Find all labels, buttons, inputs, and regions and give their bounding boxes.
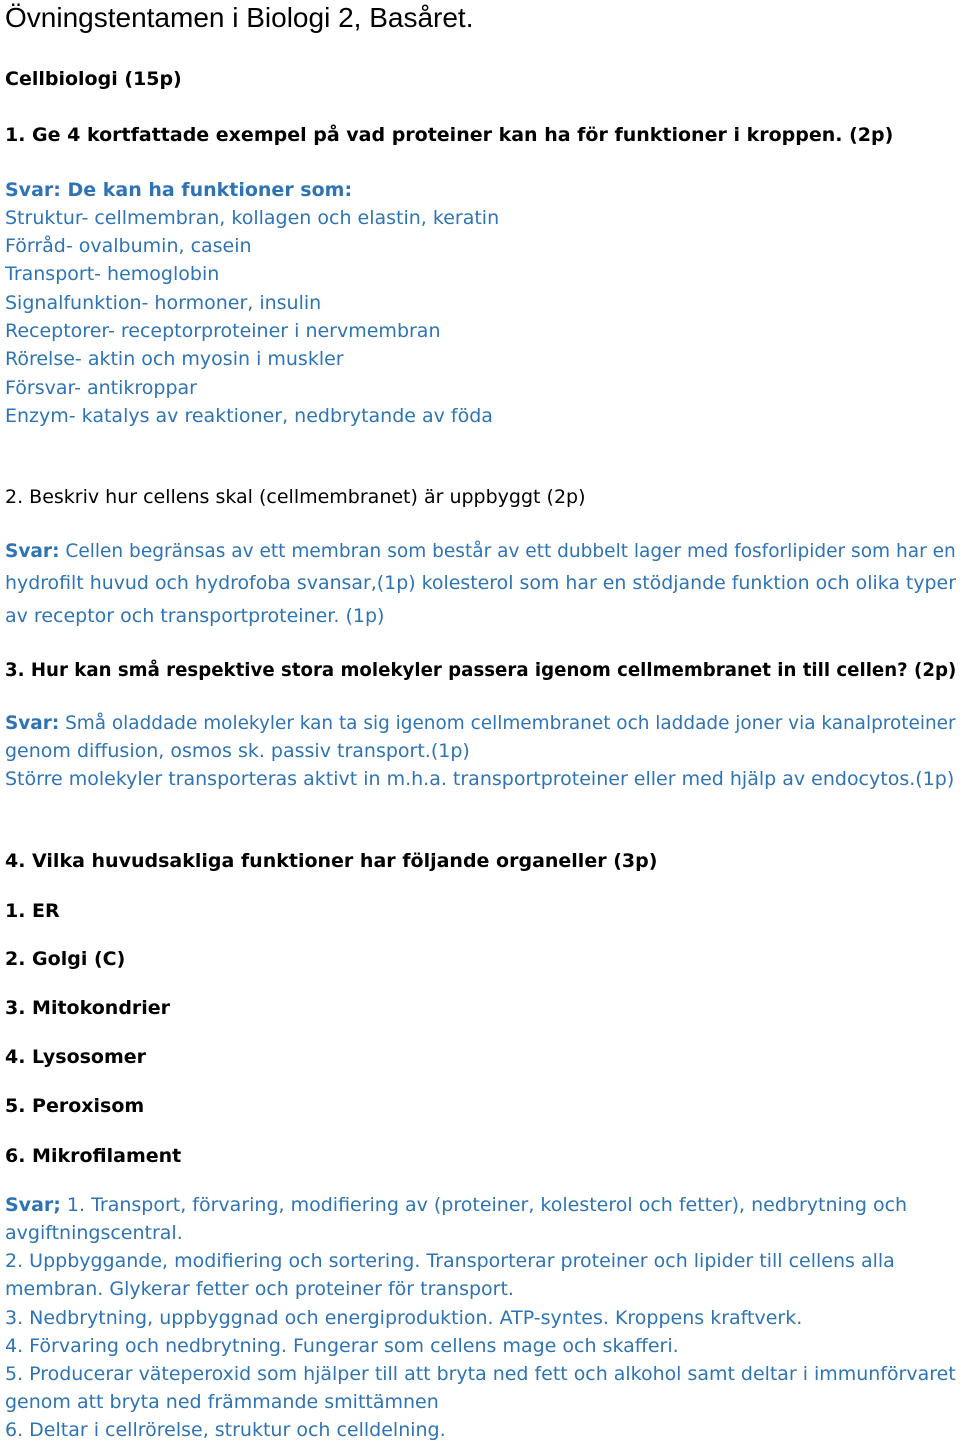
section-heading: Cellbiologi (15p)	[5, 68, 182, 90]
answer-4-line: 5. Producerar väteperoxid som hjälper till att bryta ned fett och alkohol samt deltar i immunförvaret	[5, 1363, 956, 1385]
question-1: 1. Ge 4 kortfattade exempel på vad proteiner kan ha för funktioner i kroppen. (2p)	[5, 124, 894, 146]
answer-3-line: Större molekyler transporteras aktivt in m.h.a. transportproteiner eller med hjälp av endocytos.(1p)	[5, 768, 955, 790]
question-4: 4. Vilka huvudsakliga funktioner har följande organeller (3p)	[5, 850, 658, 872]
answer-label: Svar;	[5, 1194, 61, 1216]
answer-1-item: Förråd- ovalbumin, casein	[5, 235, 252, 257]
organelle-item: 4. Lysosomer	[5, 1046, 147, 1068]
answer-3-line: genom diffusion, osmos sk. passiv transport.(1p)	[5, 740, 470, 762]
answer-2-line: hydrofilt huvud och hydrofoba svansar,(1p) kolesterol som har en stödjande funktion och olika typer	[5, 572, 956, 594]
answer-2-line	[5, 542, 956, 561]
answer-1-item: Försvar- antikroppar	[5, 377, 197, 399]
answer-1-intro: Svar: De kan ha funktioner som:	[5, 179, 353, 201]
answer-4-line: genom att bryta ned främmande smittämnen	[5, 1391, 439, 1413]
answer-4-line: 6. Deltar i cellrörelse, struktur och celldelning.	[5, 1419, 446, 1441]
answer-4-line: membran. Glykerar fetter och proteiner för transport.	[5, 1278, 514, 1300]
answer-4-line: 4. Förvaring och nedbrytning. Fungerar som cellens mage och skafferi.	[5, 1335, 679, 1357]
answer-label: Svar:	[5, 540, 60, 562]
answer-4-line: 3. Nedbrytning, uppbyggnad och energiproduktion. ATP-syntes. Kroppens kraftverk.	[5, 1307, 803, 1329]
page-title: Övningstentamen i Biologi 2, Basåret.	[5, 2, 474, 33]
answer-3-line	[5, 714, 956, 733]
answer-1-item: Rörelse- aktin och myosin i muskler	[5, 348, 344, 370]
organelle-item: 6. Mikrofilament	[5, 1145, 182, 1167]
answer-1-item: Receptorer- receptorproteiner i nervmembran	[5, 320, 441, 342]
answer-4-line	[5, 1196, 907, 1215]
answer-1-item: Signalfunktion- hormoner, insulin	[5, 292, 322, 314]
organelle-item: 5. Peroxisom	[5, 1095, 145, 1117]
question-2: 2. Beskriv hur cellens skal (cellmembranet) är uppbyggt (2p)	[5, 486, 586, 508]
answer-text: Små oladdade molekyler kan ta sig igenom cellmembranet och laddade joner via kanalproteiner	[65, 712, 956, 734]
answer-2-line: av receptor och transportproteiner. (1p)	[5, 605, 385, 627]
answer-label: Svar:	[5, 712, 60, 734]
organelle-item: 2. Golgi (C)	[5, 948, 126, 970]
answer-1-item: Struktur- cellmembran, kollagen och elastin, keratin	[5, 207, 500, 229]
answer-text: Cellen begränsas av ett membran som består av ett dubbelt lager med fosforlipider som har en	[65, 540, 956, 562]
organelle-item: 3. Mitokondrier	[5, 997, 171, 1019]
answer-text: 1. Transport, förvaring, modifiering av (proteiner, kolesterol och fetter), nedbrytning och	[66, 1194, 908, 1216]
answer-4-line: 2. Uppbyggande, modifiering och sortering. Transporterar proteiner och lipider till cellens alla	[5, 1250, 895, 1272]
answer-1-item: Enzym- katalys av reaktioner, nedbrytande av föda	[5, 405, 493, 427]
answer-4-line: avgiftningscentral.	[5, 1222, 183, 1244]
answer-1-item: Transport- hemoglobin	[5, 263, 220, 285]
question-3: 3. Hur kan små respektive stora molekyler passera igenom cellmembranet in till cellen? (2p)	[5, 659, 957, 681]
organelle-item: 1. ER	[5, 900, 60, 922]
